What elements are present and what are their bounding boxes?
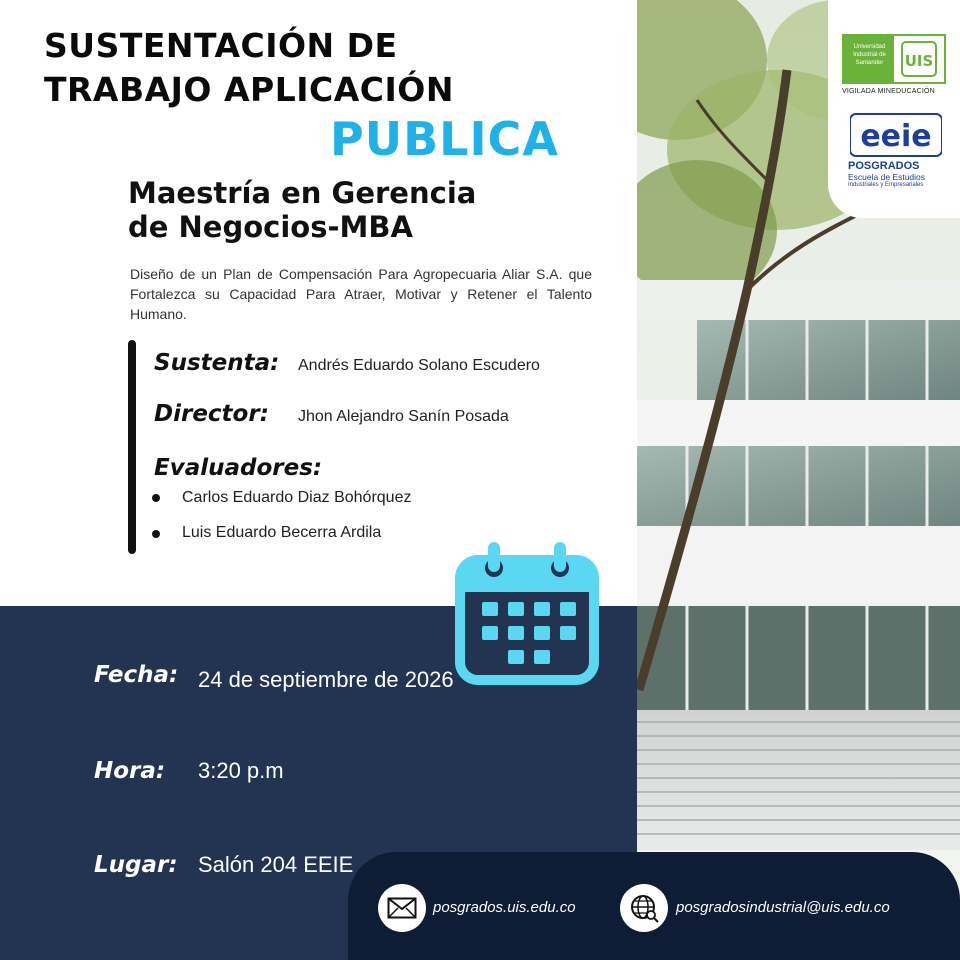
title-line-1: SUSTENTACIÓN DE	[44, 26, 398, 65]
mail-icon	[378, 884, 426, 932]
uis-mark	[894, 36, 944, 82]
evaluador-item: Luis Eduardo Becerra Ardila	[182, 524, 382, 541]
hora-value: 3:20 p.m	[198, 758, 284, 783]
logo-panel	[828, 0, 960, 218]
fecha-label: Fecha:	[94, 662, 179, 688]
detail-accent-bar	[128, 340, 136, 554]
fecha-value: 24 de septiembre de 2026	[198, 667, 454, 692]
lugar-label: Lugar:	[94, 852, 178, 878]
evaluador-item: Carlos Eduardo Diaz Bohórquez	[182, 489, 412, 506]
program-line-2: de Negocios-MBA	[128, 210, 413, 244]
hora-label: Hora:	[94, 758, 166, 784]
globe-icon	[620, 884, 668, 932]
website-link[interactable]: posgrados.uis.edu.co	[433, 899, 576, 916]
uis-mark-text: UIS	[904, 52, 934, 70]
escuela-line-2: Industriales y Empresariales	[848, 182, 924, 188]
email-link[interactable]: posgradosindustrial@uis.edu.co	[676, 899, 890, 916]
escuela-line-1: Escuela de Estudios	[848, 172, 926, 182]
title-line-2: TRABAJO APLICACIÓN	[44, 70, 454, 109]
sustenta-value: Andrés Eduardo Solano Escudero	[298, 357, 540, 374]
eeie-logo-icon	[850, 112, 942, 158]
evaluadores-label: Evaluadores:	[154, 455, 323, 481]
uis-logo	[842, 34, 946, 84]
sustenta-label: Sustenta:	[154, 350, 280, 376]
uis-logo-text: Universidad Industrial de Santander	[844, 36, 894, 82]
lugar-value: Salón 204 EEIE	[198, 852, 354, 877]
eeie-logo	[850, 112, 942, 163]
thesis-title: Diseño de un Plan de Compensación Para Agropecuaria Aliar S.A. que Fortalezca su Capacidad Para Atraer, Motivar y Retener el Talento Humano.	[130, 266, 592, 322]
bullet-icon	[152, 530, 160, 538]
vigilada-label: VIGILADA MINEDUCACIÓN	[842, 88, 935, 95]
posgrados-title: POSGRADOS	[848, 160, 920, 172]
director-value: Jhon Alejandro Sanín Posada	[298, 408, 509, 425]
title-publica: PUBLICA	[330, 112, 559, 166]
bullet-icon	[152, 494, 160, 502]
uis-shield-icon	[899, 39, 939, 79]
calendar-icon	[452, 538, 602, 693]
eeie-mark-text: eeie	[860, 119, 932, 154]
program-line-1: Maestría en Gerencia	[128, 176, 477, 210]
director-label: Director:	[154, 401, 269, 427]
